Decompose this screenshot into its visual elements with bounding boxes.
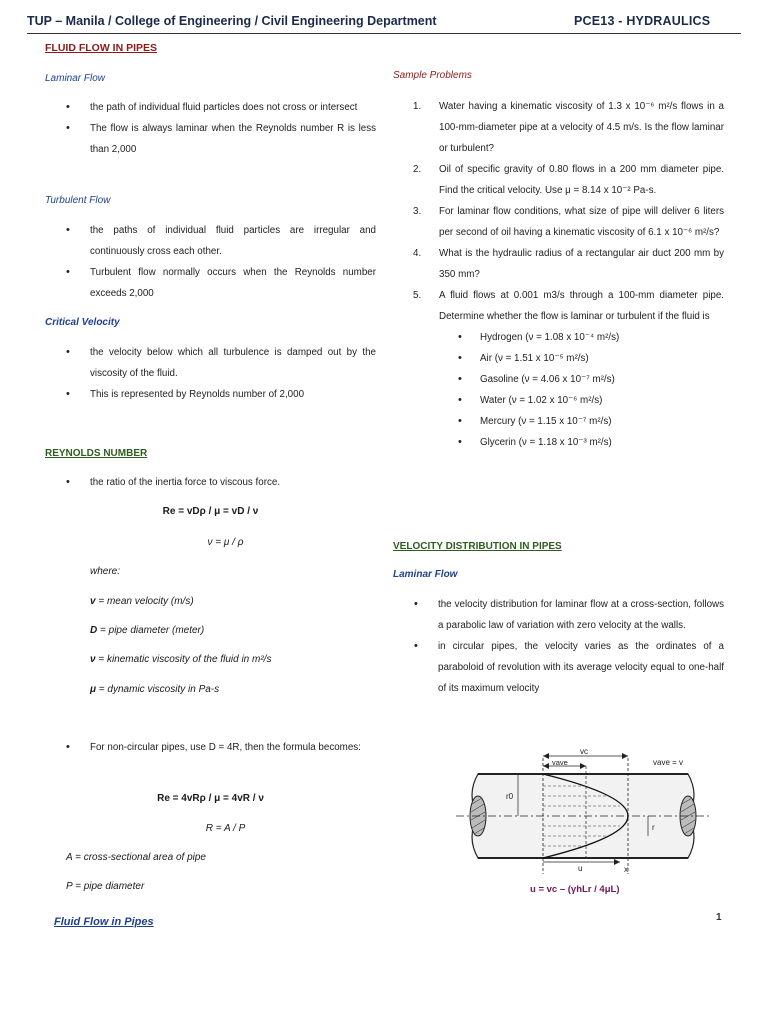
velocity-profile-diagram <box>448 744 718 904</box>
list-item: • For non-circular pipes, use D = 4R, then the formula becomes: <box>45 737 376 758</box>
formula-kinematic: ν = μ / ρ <box>207 537 244 548</box>
list-item: • Gasoline (ν = 4.06 x 10⁻⁷ m²/s) <box>393 369 724 390</box>
list-item: 4. What is the hydraulic radius of a rectangular air duct 200 mm by 350 mm? <box>413 248 724 280</box>
x-label: x <box>624 865 628 874</box>
list-item: 5. A fluid flows at 0.001 m3/s through a 100-mm diameter pipe. Determine whether the flow is laminar or turbulent if the fluid is <box>413 290 724 322</box>
turbulent-bullets <box>45 220 376 304</box>
list-item: • Mercury (ν = 1.15 x 10⁻⁷ m²/s) <box>393 411 724 432</box>
velocity-formula: u = vc – (γhLr / 4μL) <box>530 884 620 895</box>
list-item: • The flow is always laminar when the Reynolds number R is less than 2,000 <box>45 118 376 160</box>
formula-hydraulic-radius: R = A / P <box>205 823 246 834</box>
heading-turbulent-flow: Turbulent Flow <box>45 195 111 206</box>
formula-noncircular: Re = 4vRρ / μ = 4vR / ν <box>157 793 264 804</box>
list-item: • in circular pipes, the velocity varies as the ordinates of a paraboloid of revolution with its average velocity equal to one-half of its maximum velocity <box>393 636 724 699</box>
laminar-bullets <box>45 97 376 160</box>
heading-reynolds-number: REYNOLDS NUMBER <box>45 448 148 459</box>
list-item: • This is represented by Reynolds number of 2,000 <box>45 384 376 405</box>
where-label: where: <box>90 566 121 577</box>
list-item: • the velocity below which all turbulence is damped out by the viscosity of the fluid. <box>45 342 376 384</box>
def-diameter: D = pipe diameter (meter) <box>90 625 205 636</box>
section-title-fluid-flow: FLUID FLOW IN PIPES <box>45 42 157 54</box>
sample-problems-list <box>393 96 724 453</box>
heading-velocity-distribution: VELOCITY DISTRIBUTION IN PIPES <box>393 541 562 552</box>
list-item: • the ratio of the inertia force to viscous force. <box>45 472 376 493</box>
list-item: • Turbulent flow normally occurs when the Reynolds number exceeds 2,000 <box>45 262 376 304</box>
document-header-title: TUP – Manila / College of Engineering / Civil Engineering Department <box>27 14 437 28</box>
formula-reynolds: Re = vDρ / μ = vD / ν <box>162 506 259 517</box>
def-perimeter: P = pipe diameter <box>66 881 145 892</box>
list-item: • Glycerin (ν = 1.18 x 10⁻³ m²/s) <box>393 432 724 453</box>
list-item: 1. Water having a kinematic viscosity of 1.3 x 10⁻⁶ m²/s flows in a 100-mm-diameter pipe at a velocity of 4.5 m/s. Is the flow laminar or turbulent? <box>413 101 724 154</box>
def-area: A = cross-sectional area of pipe <box>66 852 206 863</box>
list-item: • Hydrogen (ν = 1.08 x 10⁻⁴ m²/s) <box>393 327 724 348</box>
heading-velocity-laminar: Laminar Flow <box>393 569 458 580</box>
list-item: • Water (ν = 1.02 x 10⁻⁶ m²/s) <box>393 390 724 411</box>
velocity-bullets <box>393 594 724 699</box>
vave-label: vave <box>552 758 568 767</box>
page-number: 1 <box>716 912 722 923</box>
heading-sample-problems: Sample Problems <box>393 70 472 81</box>
heading-critical-velocity: Critical Velocity <box>45 317 120 328</box>
r0-label: r0 <box>506 792 514 801</box>
vave-equals-v-label: vave = v <box>653 758 684 767</box>
footer-title: Fluid Flow in Pipes <box>54 916 154 928</box>
def-velocity: v = mean velocity (m/s) <box>90 596 194 607</box>
list-item: • Air (ν = 1.51 x 10⁻⁵ m²/s) <box>393 348 724 369</box>
list-item: • the path of individual fluid particles does not cross or intersect <box>45 97 376 118</box>
noncircular-bullet <box>45 737 376 758</box>
reynolds-bullet <box>45 472 376 493</box>
heading-laminar-flow: Laminar Flow <box>45 73 106 84</box>
list-item: 2. Oil of specific gravity of 0.80 flows in a 200 mm diameter pipe. Find the critical velocity. Use μ = 8.14 x 10⁻² Pa-s. <box>413 164 724 196</box>
def-dynamic: μ = dynamic viscosity in Pa-s <box>90 684 220 695</box>
critical-bullets <box>45 342 376 405</box>
header-divider <box>27 33 741 34</box>
list-item: • the velocity distribution for laminar flow at a cross-section, follows a parabolic law of variation with zero velocity at the walls. <box>393 594 724 636</box>
list-item: • the paths of individual fluid particles are irregular and continuously cross each other. <box>45 220 376 262</box>
list-item: 3. For laminar flow conditions, what size of pipe will deliver 6 liters per second of oil having a kinematic viscosity of 6.1 x 10⁻⁶ m²/s? <box>413 206 724 238</box>
u-label: u <box>578 864 583 873</box>
def-kinematic: ν = kinematic viscosity of the fluid in m²/s <box>90 654 272 665</box>
course-code: PCE13 - HYDRAULICS <box>574 14 711 28</box>
r-label: r <box>652 823 655 832</box>
vc-label: vc <box>580 747 588 756</box>
